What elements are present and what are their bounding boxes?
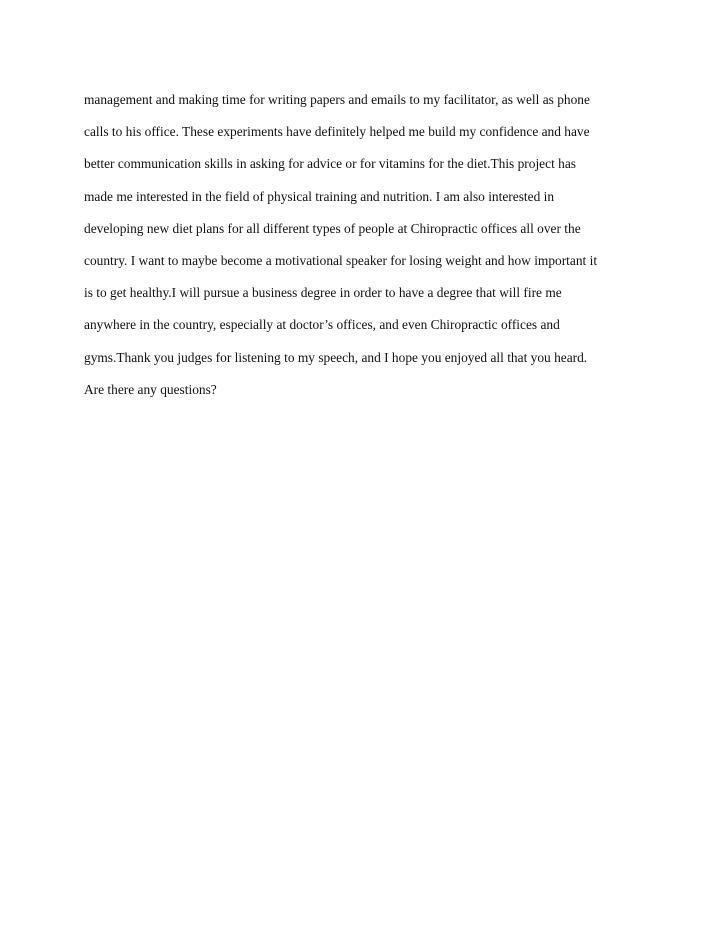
text-line: is to get healthy.I will pursue a business degree in order to have a degree that will fire me [84, 285, 562, 301]
body-paragraph [84, 84, 654, 406]
text-line: anywhere in the country, especially at doctor’s offices, and even Chiropractic offices and [84, 317, 560, 333]
text-line: better communication skills in asking for advice or for vitamins for the diet.This project has [84, 156, 576, 172]
text-line: made me interested in the field of physical training and nutrition. I am also interested in [84, 188, 555, 204]
text-line: Are there any questions? [84, 381, 217, 397]
text-line: country. I want to maybe become a motivational speaker for losing weight and how important it [84, 253, 598, 269]
text-line: management and making time for writing papers and emails to my facilitator, as well as phone [84, 92, 590, 107]
text-line: gyms.Thank you judges for listening to my speech, and I hope you enjoyed all that you heard. [84, 349, 588, 365]
text-line: developing new diet plans for all different types of people at Chiropractic offices all over the [84, 220, 581, 236]
text-line: calls to his office. These experiments have definitely helped me build my confidence and have [84, 124, 590, 140]
